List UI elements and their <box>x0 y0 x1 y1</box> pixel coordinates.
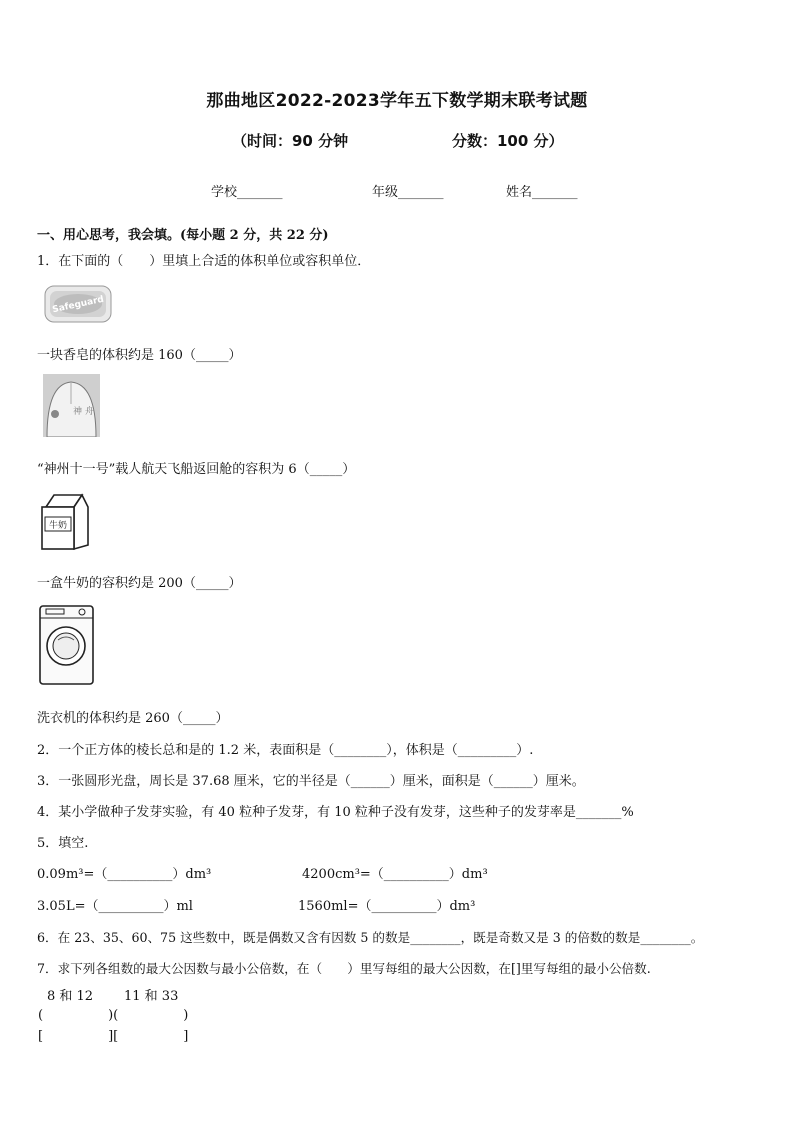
q5-prompt: 5．填空. <box>37 836 89 851</box>
q5-a: 0.09m³=（__________）dm³ <box>37 867 212 882</box>
exam-time: （时间：90 分钟 <box>232 132 349 150</box>
milk-carton-image <box>38 493 90 551</box>
school-field[interactable]: 学校_______ <box>211 185 283 200</box>
exam-title: 那曲地区2022-2023学年五下数学期末联考试题 <box>206 91 588 111</box>
q5-c: 3.05L=（__________）ml <box>37 899 193 914</box>
washing-machine-image <box>38 604 95 686</box>
soap-brand-text: Safeguard <box>51 294 105 316</box>
name-field[interactable]: 姓名_______ <box>506 185 578 200</box>
q4: 4．某小学做种子发芽实验，有 40 粒种子发芽，有 10 粒种子没有发芽，这些种子的发芽率是_______% <box>37 805 634 820</box>
q7-pair1: 8 和 12 <box>47 989 94 1004</box>
q7-gcd-row: ( )( ) <box>38 1008 189 1023</box>
q5-b: 4200cm³=（__________）dm³ <box>302 867 488 882</box>
exam-score: 分数：100 分） <box>452 132 564 150</box>
q1-item-capsule: “神州十一号”载人航天飞船返回舱的容积为 6（_____） <box>37 462 356 477</box>
q7-prompt: 7．求下列各组数的最大公因数与最小公倍数，在（ ）里写每组的最大公因数，在[]里写每组的最小公倍数. <box>37 961 651 976</box>
grade-field[interactable]: 年级_______ <box>372 185 444 200</box>
q6: 6．在 23、35、60、75 这些数中，既是偶数又含有因数 5 的数是________，既是奇数又是 3 的倍数的数是________。 <box>37 930 704 945</box>
svg-text:神 舟: 神 舟 <box>73 407 94 417</box>
capsule-image <box>43 374 100 437</box>
section-heading: 一、用心思考，我会填。(每小题 2 分，共 22 分) <box>37 228 329 243</box>
q1-item-soap: 一块香皂的体积约是 160（_____） <box>37 348 242 363</box>
q1-prompt: 1．在下面的（ ）里填上合适的体积单位或容积单位． <box>37 254 371 269</box>
q7-lcm-row: [ ][ ] <box>38 1029 189 1044</box>
q7-pair2: 11 和 33 <box>124 989 179 1004</box>
milk-label-text: 牛奶 <box>48 521 68 531</box>
soap-image <box>44 282 112 326</box>
q5-d: 1560ml=（__________）dm³ <box>298 899 476 914</box>
q1-item-washer: 洗衣机的体积约是 260（_____） <box>37 711 229 726</box>
q1-item-milk: 一盒牛奶的容积约是 200（_____） <box>37 576 242 591</box>
q2: 2．一个正方体的棱长总和是的 1.2 米，表面积是（________），体积是（_________）. <box>37 743 534 758</box>
q3: 3．一张圆形光盘，周长是 37.68 厘米，它的半径是（______）厘米，面积是（______）厘米。 <box>37 774 585 789</box>
